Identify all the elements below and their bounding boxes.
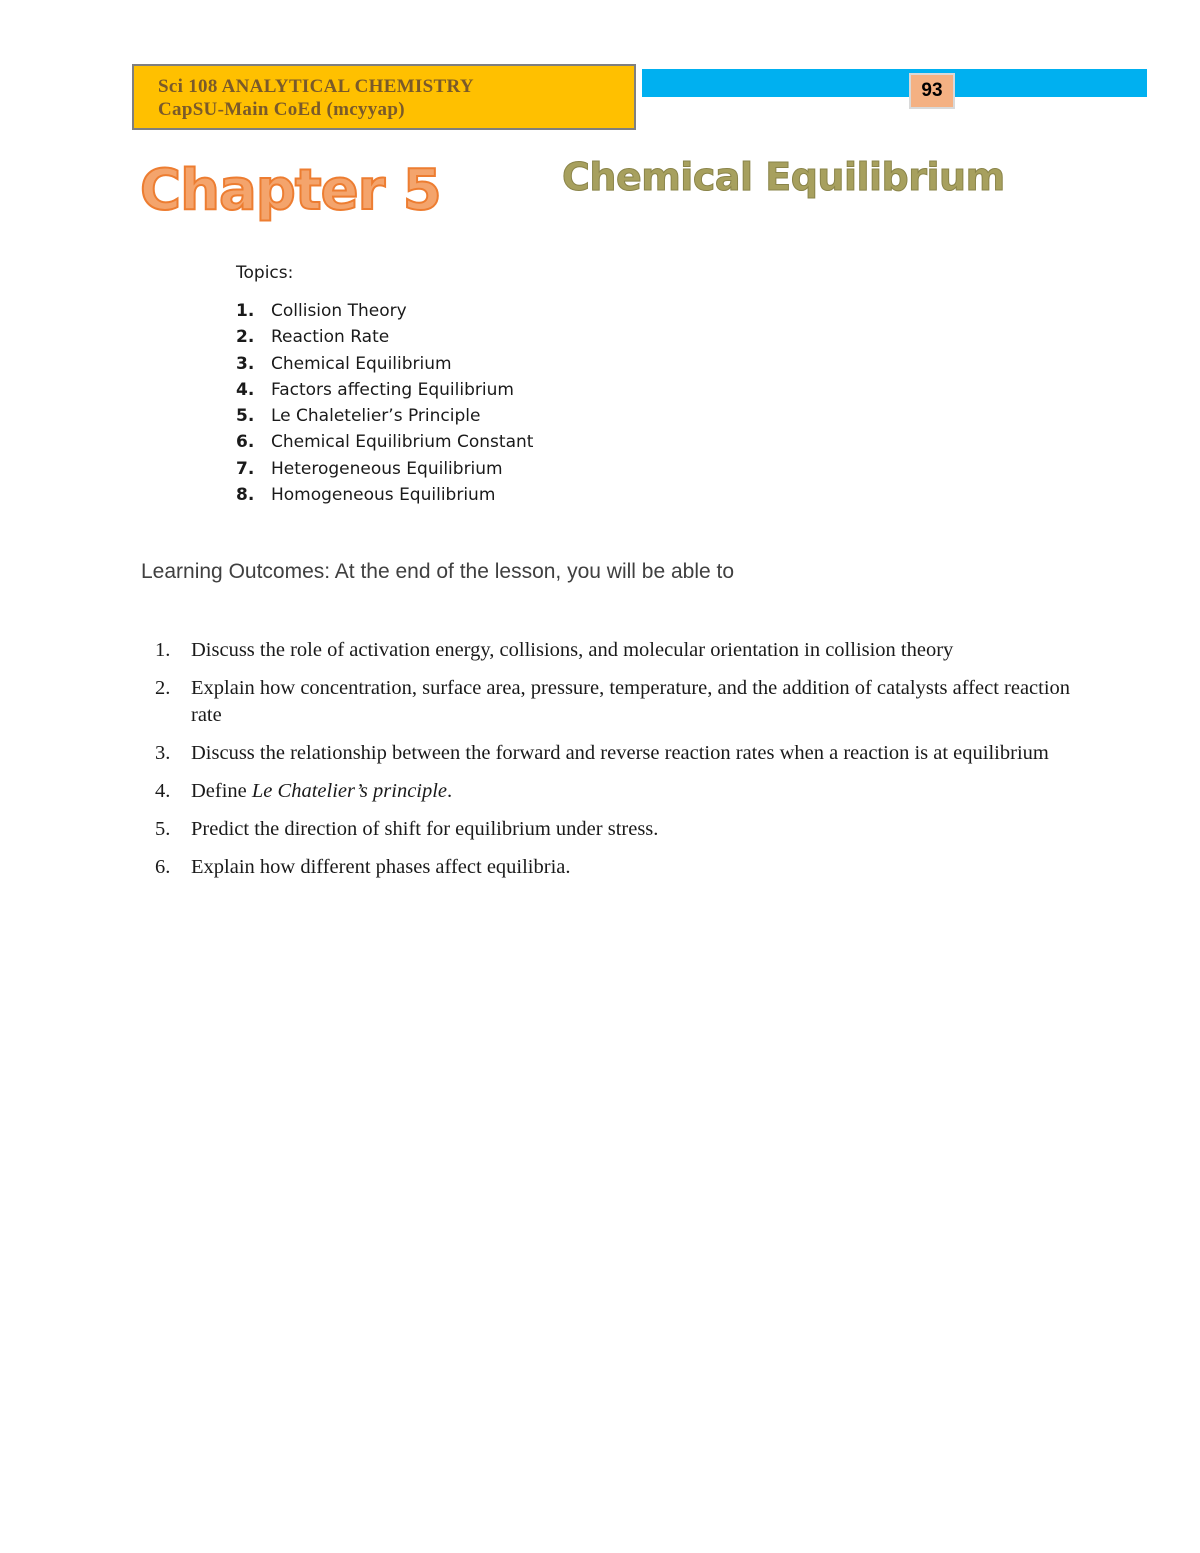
course-header-box [132, 64, 636, 130]
outcome-item [155, 637, 1075, 664]
topic-number: 1. [236, 301, 255, 321]
chapter-title: Chapter 5 [140, 158, 441, 223]
outcome-number: 4. [155, 780, 171, 802]
topic-item [236, 300, 533, 326]
page-number-badge: 93 [909, 73, 955, 109]
course-title: Sci 108 ANALYTICAL CHEMISTRY [158, 76, 474, 97]
outcome-item [155, 740, 1075, 767]
topic-item [236, 458, 533, 484]
topic-item [236, 379, 533, 405]
outcome-text-suffix: . [447, 780, 453, 802]
outcome-text-italic: Le Chatelier’s principle [251, 780, 448, 802]
topic-number: 6. [236, 432, 255, 453]
outcome-item [155, 854, 1075, 881]
outcome-item [155, 778, 1075, 805]
topic-text: Heterogeneous Equilibrium [271, 458, 503, 479]
topic-item [236, 405, 533, 431]
header-accent-bar [642, 69, 1147, 97]
outcome-text [191, 778, 1075, 805]
outcome-number: 1. [155, 639, 171, 661]
topic-item [236, 326, 533, 352]
outcome-number: 5. [155, 818, 171, 840]
outcome-number: 6. [155, 856, 171, 878]
topic-text: Factors affecting Equilibrium [271, 379, 514, 400]
topic-text: Homogeneous Equilibrium [271, 485, 496, 506]
topic-item [236, 484, 533, 510]
outcome-text-prefix: Define [191, 780, 252, 802]
outcome-number: 3. [155, 742, 171, 764]
topic-text: Chemical Equilibrium [271, 353, 452, 374]
outcome-item [155, 816, 1075, 843]
topic-number: 3. [236, 353, 255, 374]
outcome-item [155, 675, 1075, 729]
topic-text: Reaction Rate [271, 327, 390, 348]
topic-number: 5. [236, 406, 255, 427]
topic-item [236, 431, 533, 457]
topic-item [236, 353, 533, 379]
institution-label: CapSU-Main CoEd (mcyyap) [158, 99, 405, 120]
outcome-number: 2. [155, 677, 171, 699]
outcome-text: Discuss the relationship between the forward and reverse reaction rates when a reaction is at equilibrium [191, 742, 1049, 764]
outcome-text: Explain how different phases affect equilibria. [191, 856, 571, 878]
learning-outcomes-heading: Learning Outcomes: At the end of the lesson, you will be able to [141, 560, 735, 583]
outcome-text: Discuss the role of activation energy, collisions, and molecular orientation in collision theory [191, 639, 954, 661]
topic-text: Collision Theory [271, 301, 407, 321]
topic-text: Chemical Equilibrium Constant [271, 432, 534, 453]
outcome-text: Predict the direction of shift for equilibrium under stress. [191, 818, 659, 840]
chapter-subtitle: Chemical Equilibrium [562, 155, 1005, 199]
topic-number: 4. [236, 379, 255, 400]
topic-number: 8. [236, 485, 255, 506]
topic-number: 2. [236, 327, 255, 348]
outcome-text: Explain how concentration, surface area, pressure, temperature, and the addition of catalysts affect reaction rate [191, 677, 1071, 726]
learning-outcomes-list [155, 637, 1075, 892]
topic-text: Le Chaletelier’s Principle [271, 406, 481, 427]
topics-list [236, 300, 533, 510]
topics-heading: Topics: [236, 263, 294, 283]
topic-number: 7. [236, 458, 255, 479]
